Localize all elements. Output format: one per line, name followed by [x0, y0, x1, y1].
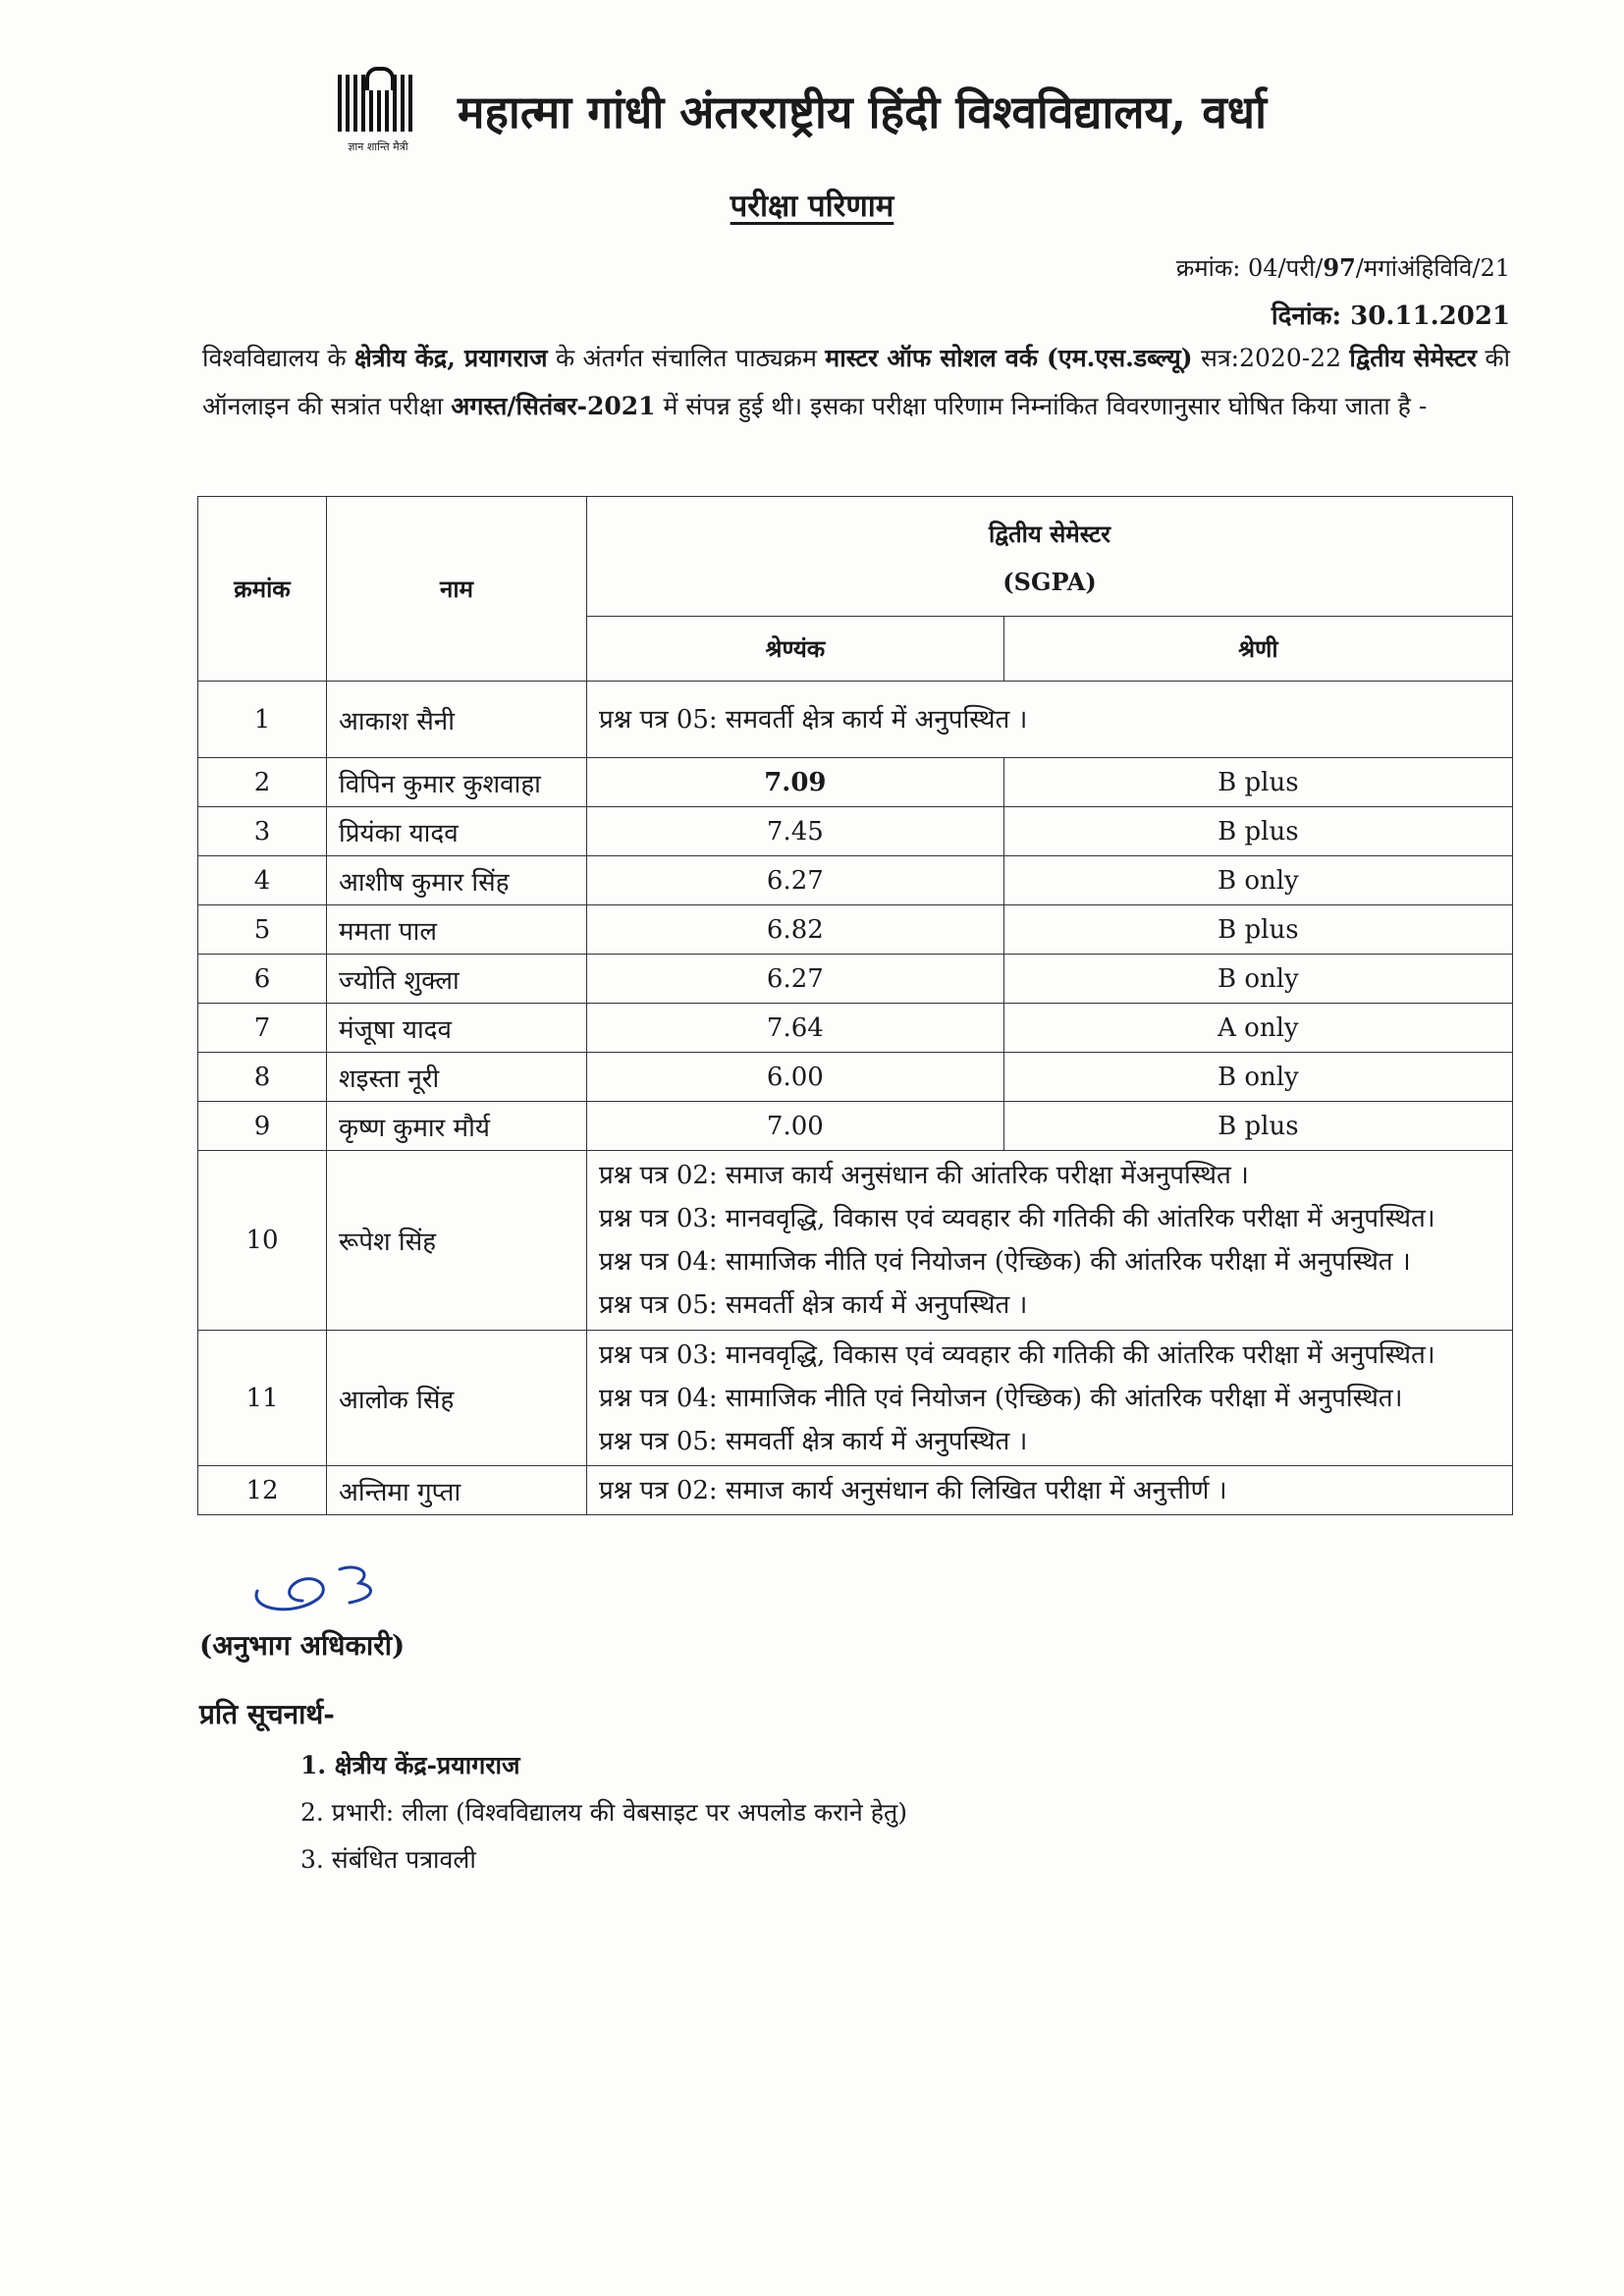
reference-number — [1176, 251, 1510, 284]
table-row — [198, 682, 1513, 758]
reference-prefix: क्रमांक: 04/परी/ — [1175, 254, 1324, 282]
cell-remarks — [587, 1466, 1513, 1515]
remark-line: प्रश्न पत्र 03: मानववृद्धि, विकास एवं व्यवहार की गतिकी की आंतरिक परीक्षा में अनुपस्थित। — [599, 1339, 1435, 1370]
header-serial: क्रमांक — [198, 497, 327, 682]
remark-line: प्रश्न पत्र 05: समवर्ती क्षेत्र कार्य में अनुपस्थित । — [599, 1290, 1028, 1320]
header-semester-label: द्वितीय सेमेस्टर — [988, 519, 1110, 548]
cell-name: मंजूषा यादव — [327, 1004, 587, 1053]
table-row — [198, 758, 1513, 807]
cell-name: रूपेश सिंह — [327, 1151, 587, 1331]
table-row — [198, 856, 1513, 905]
cell-serial: 4 — [198, 856, 327, 905]
table-row — [198, 807, 1513, 856]
intro-text: की ऑनलाइन की सत्रांत परीक्षा — [202, 344, 1511, 420]
letterhead — [334, 67, 1414, 155]
table-row — [198, 1004, 1513, 1053]
cell-name: आशीष कुमार सिंह — [327, 856, 587, 905]
cell-name: आकाश सैनी — [327, 682, 587, 758]
cell-grade: B plus — [1003, 905, 1512, 955]
page-title: परीक्षा परिणाम — [730, 189, 894, 224]
copy-item: 1. क्षेत्रीय केंद्र-प्रयागराज — [300, 1751, 520, 1779]
cell-name: कृष्ण कुमार मौर्य — [327, 1102, 587, 1151]
header-grade: श्रेणी — [1003, 617, 1512, 682]
intro-paragraph — [202, 334, 1510, 430]
table-row — [198, 1331, 1513, 1466]
cell-sgpa: 7.45 — [587, 807, 1004, 856]
table-row — [198, 1102, 1513, 1151]
signature — [236, 1552, 412, 1620]
cell-grade: B plus — [1003, 807, 1512, 856]
cell-grade: B plus — [1003, 758, 1512, 807]
cell-serial: 9 — [198, 1102, 327, 1151]
cell-remarks — [587, 1151, 1513, 1331]
reference-suffix: /मगांअंहिविवि/21 — [1355, 254, 1510, 282]
reference-bold: 97 — [1323, 253, 1356, 282]
intro-semester: द्वितीय सेमेस्टर — [1349, 344, 1477, 372]
cell-name: प्रियंका यादव — [327, 807, 587, 856]
cell-grade: B only — [1003, 856, 1512, 905]
cell-sgpa: 6.27 — [587, 856, 1004, 905]
cell-grade: B plus — [1003, 1102, 1512, 1151]
table-row — [198, 1466, 1513, 1515]
cell-grade: B only — [1003, 1053, 1512, 1102]
table-row — [198, 955, 1513, 1004]
issue-date: दिनांक: 30.11.2021 — [1271, 301, 1510, 331]
cell-serial: 5 — [198, 905, 327, 955]
table-row — [198, 1151, 1513, 1331]
cell-sgpa: 6.27 — [587, 955, 1004, 1004]
header-name: नाम — [327, 497, 587, 682]
intro-text: के अंतर्गत संचालित पाठ्यक्रम — [547, 344, 826, 372]
copy-to-heading: प्रति सूचनार्थ- — [199, 1698, 335, 1730]
intro-text: सत्र:2020-22 — [1192, 344, 1350, 372]
cell-sgpa: 7.09 — [587, 758, 1004, 807]
table-row — [198, 1053, 1513, 1102]
intro-text: विश्वविद्यालय के — [202, 344, 354, 372]
cell-name: शइस्ता नूरी — [327, 1053, 587, 1102]
cell-sgpa: 6.00 — [587, 1053, 1004, 1102]
cell-remarks — [587, 1331, 1513, 1466]
header-sgpa-label: (SGPA) — [1002, 567, 1097, 596]
cell-serial: 8 — [198, 1053, 327, 1102]
cell-name: ममता पाल — [327, 905, 587, 955]
cell-serial: 12 — [198, 1466, 327, 1515]
cell-serial: 3 — [198, 807, 327, 856]
intro-exam-period: अगस्त/सितंबर-2021 — [451, 392, 656, 420]
cell-name: ज्योति शुक्ला — [327, 955, 587, 1004]
copy-item: 2. प्रभारी: लीला (विश्वविद्यालय की वेबसाइट पर अपलोड कराने हेतु) — [300, 1798, 908, 1827]
cell-sgpa: 6.82 — [587, 905, 1004, 955]
remark-line: प्रश्न पत्र 03: मानववृद्धि, विकास एवं व्यवहार की गतिकी की आंतरिक परीक्षा में अनुपस्थित। — [599, 1204, 1435, 1233]
cell-sgpa: 7.00 — [587, 1102, 1004, 1151]
intro-text: में संपन्न हुई थी। इसका परीक्षा परिणाम निम्नांकित विवरणानुसार घोषित किया जाता है - — [655, 392, 1428, 420]
remark-line: प्रश्न पत्र 05: समवर्ती क्षेत्र कार्य में अनुपस्थित । — [599, 704, 1028, 735]
officer-designation: (अनुभाग अधिकारी) — [199, 1629, 406, 1662]
cell-serial: 2 — [198, 758, 327, 807]
cell-sgpa: 7.64 — [587, 1004, 1004, 1053]
header-grade-points: श्रेण्यंक — [587, 617, 1004, 682]
copy-to-list — [300, 1742, 907, 1884]
cell-grade: A only — [1003, 1004, 1512, 1053]
cell-serial: 1 — [198, 682, 327, 758]
cell-remarks — [587, 682, 1513, 758]
remark-line: प्रश्न पत्र 02: समाज कार्य अनुसंधान की लिखित परीक्षा में अनुत्तीर्ण । — [599, 1475, 1227, 1505]
cell-name: आलोक सिंह — [327, 1331, 587, 1466]
cell-name: विपिन कुमार कुशवाहा — [327, 758, 587, 807]
remark-line: प्रश्न पत्र 04: सामाजिक नीति एवं नियोजन (ऐच्छिक) की आंतरिक परीक्षा में अनुपस्थित। — [599, 1383, 1403, 1413]
cell-serial: 7 — [198, 1004, 327, 1053]
intro-center: क्षेत्रीय केंद्र, प्रयागराज — [353, 344, 548, 372]
remark-line: प्रश्न पत्र 04: सामाजिक नीति एवं नियोजन (ऐच्छिक) की आंतरिक परीक्षा में अनुपस्थित । — [599, 1247, 1411, 1277]
remark-line: प्रश्न पत्र 05: समवर्ती क्षेत्र कार्य में अनुपस्थित । — [599, 1426, 1028, 1456]
table-row — [198, 905, 1513, 955]
cell-serial: 6 — [198, 955, 327, 1004]
copy-item: 3. संबंधित पत्रावली — [300, 1845, 476, 1874]
cell-serial: 11 — [198, 1331, 327, 1466]
university-logo — [334, 67, 418, 161]
logo-motto: ज्ञान शान्ति मैत्री — [348, 140, 408, 153]
remark-line: प्रश्न पत्र 02: समाज कार्य अनुसंधान की आंतरिक परीक्षा मेंअनुपस्थित । — [599, 1161, 1249, 1190]
cell-grade: B only — [1003, 955, 1512, 1004]
university-name: महात्मा गांधी अंतरराष्ट्रीय हिंदी विश्वविद्यालय, वर्धा — [458, 85, 1267, 138]
cell-serial: 10 — [198, 1151, 327, 1331]
logo-emblem — [338, 75, 412, 132]
results-table — [197, 496, 1513, 1515]
header-semester — [587, 497, 1513, 617]
intro-course: मास्टर ऑफ सोशल वर्क (एम.एस.डब्ल्यू) — [825, 344, 1193, 372]
cell-name: अन्तिमा गुप्ता — [327, 1466, 587, 1515]
